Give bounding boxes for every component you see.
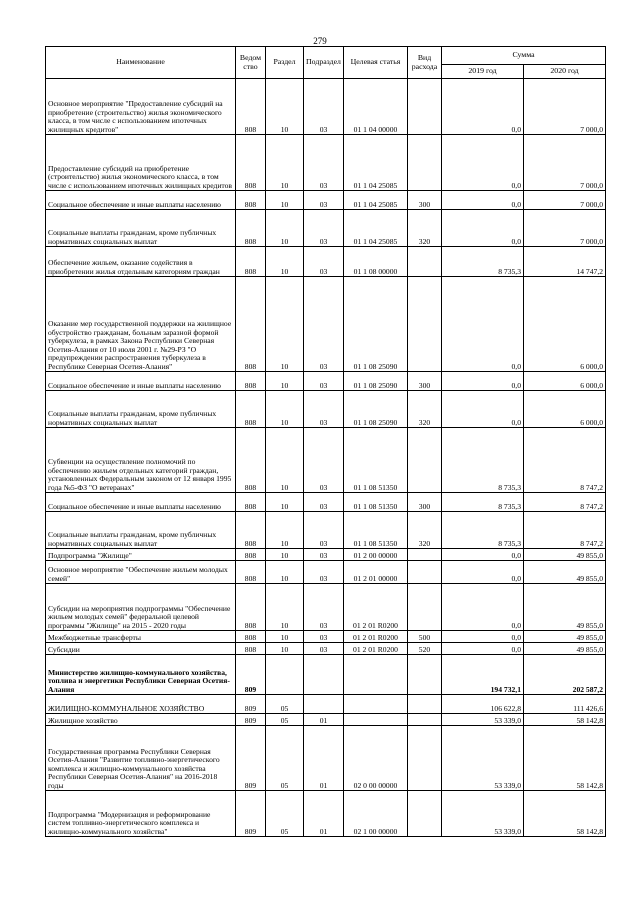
table-row: [46, 584, 606, 631]
cell-expense-type: 300: [408, 493, 442, 512]
cell-sum-2019: 0,0: [442, 135, 524, 191]
cell-ved: 808: [236, 191, 266, 210]
cell-sum-2019: 0,0: [442, 643, 524, 655]
cell-target-article: 01 1 08 51350: [344, 493, 408, 512]
table-row: [46, 191, 606, 210]
cell-sum-2020: 49 855,0: [524, 561, 606, 584]
cell-target-article: 02 0 00 00000: [344, 726, 408, 791]
cell-expense-type: [408, 714, 442, 726]
cell-sum-2020: 58 142,8: [524, 791, 606, 837]
cell-target-article: 01 1 08 51350: [344, 512, 408, 549]
cell-expense-type: [408, 726, 442, 791]
cell-sum-2020: 49 855,0: [524, 631, 606, 643]
cell-sum-2019: 53 339,0: [442, 714, 524, 726]
table-row: [46, 643, 606, 655]
cell-expense-type: 320: [408, 512, 442, 549]
cell-sum-2020: 14 747,2: [524, 247, 606, 277]
cell-name: Основное мероприятие "Обеспечение жильем молодых семей": [46, 561, 236, 584]
cell-razdel: 10: [266, 191, 304, 210]
cell-target-article: 02 1 00 00000: [344, 791, 408, 837]
table-row: [46, 135, 606, 191]
cell-razdel: 10: [266, 210, 304, 247]
table-row: [46, 493, 606, 512]
cell-podrazdel: 01: [304, 714, 344, 726]
table-row: [46, 391, 606, 428]
cell-podrazdel: 03: [304, 512, 344, 549]
cell-name: Социальные выплаты гражданам, кроме публичных нормативных социальных выплат: [46, 512, 236, 549]
cell-ved: 808: [236, 584, 266, 631]
cell-name: Социальное обеспечение и иные выплаты населению: [46, 191, 236, 210]
cell-ved: 808: [236, 549, 266, 561]
header-year-2020: 2020 год: [524, 65, 606, 79]
cell-sum-2019: 0,0: [442, 210, 524, 247]
cell-sum-2020: 49 855,0: [524, 643, 606, 655]
cell-sum-2019: 0,0: [442, 391, 524, 428]
cell-podrazdel: 03: [304, 79, 344, 135]
table-row: [46, 695, 606, 714]
cell-sum-2019: 8 735,3: [442, 247, 524, 277]
cell-name: Межбюджетные трансферты: [46, 631, 236, 643]
cell-sum-2019: 0,0: [442, 191, 524, 210]
cell-sum-2019: 53 339,0: [442, 791, 524, 837]
header-target-article: Целевая статья: [344, 47, 408, 79]
cell-sum-2019: 8 735,3: [442, 428, 524, 493]
table-row: [46, 247, 606, 277]
cell-sum-2019: 8 735,3: [442, 493, 524, 512]
header-year-2019: 2019 год: [442, 65, 524, 79]
cell-podrazdel: 03: [304, 428, 344, 493]
cell-expense-type: [408, 277, 442, 372]
header-razdel: Раздел: [266, 47, 304, 79]
cell-expense-type: [408, 549, 442, 561]
cell-razdel: 10: [266, 549, 304, 561]
table-row: [46, 79, 606, 135]
cell-target-article: 01 1 04 25085: [344, 210, 408, 247]
cell-sum-2019: 0,0: [442, 561, 524, 584]
cell-target-article: [344, 695, 408, 714]
cell-razdel: 05: [266, 714, 304, 726]
header-expense-type: Вид расхода: [408, 47, 442, 79]
cell-expense-type: 320: [408, 210, 442, 247]
cell-expense-type: [408, 584, 442, 631]
cell-name: Подпрограмма "Модернизация и реформирование систем топливно-энергетического комплекса и жилищно-коммунального хозяйства": [46, 791, 236, 837]
header-ved: Ведом ство: [236, 47, 266, 79]
cell-sum-2020: 8 747,2: [524, 512, 606, 549]
cell-name: Обеспечение жильем, оказание содействия в приобретении жилья отдельным категориям граждан: [46, 247, 236, 277]
cell-expense-type: [408, 791, 442, 837]
cell-podrazdel: 03: [304, 210, 344, 247]
cell-podrazdel: 03: [304, 493, 344, 512]
budget-table: [45, 46, 606, 837]
cell-razdel: [266, 655, 304, 695]
cell-sum-2020: 8 747,2: [524, 493, 606, 512]
cell-expense-type: 500: [408, 631, 442, 643]
cell-podrazdel: 03: [304, 191, 344, 210]
cell-sum-2020: 58 142,8: [524, 714, 606, 726]
cell-sum-2020: 6 000,0: [524, 372, 606, 391]
cell-sum-2020: 58 142,8: [524, 726, 606, 791]
cell-sum-2019: 0,0: [442, 372, 524, 391]
cell-name: Основное мероприятие "Предоставление субсидий на приобретение (строительство) жилья экономического класса, в том числе с использованием ипотечных жилищных кредитов": [46, 79, 236, 135]
table-row: [46, 210, 606, 247]
cell-sum-2019: 0,0: [442, 549, 524, 561]
cell-target-article: 01 2 01 R0200: [344, 584, 408, 631]
cell-sum-2020: 111 426,6: [524, 695, 606, 714]
cell-razdel: 10: [266, 277, 304, 372]
cell-ved: 809: [236, 791, 266, 837]
cell-sum-2020: 202 587,2: [524, 655, 606, 695]
page-number: 279: [313, 36, 327, 46]
cell-razdel: 10: [266, 631, 304, 643]
cell-podrazdel: 03: [304, 135, 344, 191]
cell-razdel: 10: [266, 135, 304, 191]
cell-razdel: 10: [266, 247, 304, 277]
cell-podrazdel: [304, 655, 344, 695]
cell-sum-2020: 6 000,0: [524, 277, 606, 372]
cell-razdel: 10: [266, 493, 304, 512]
header-name: Наименование: [46, 47, 236, 79]
cell-expense-type: 320: [408, 391, 442, 428]
cell-sum-2019: 194 732,1: [442, 655, 524, 695]
cell-sum-2019: 53 339,0: [442, 726, 524, 791]
header-podrazdel: Подраздел: [304, 47, 344, 79]
cell-expense-type: [408, 655, 442, 695]
cell-target-article: 01 1 08 25090: [344, 277, 408, 372]
cell-name: Субвенции на осуществление полномочий по обеспечению жильем отдельных категорий граждан, установленных Федеральным законом от 12 января 1995 года №5-ФЗ "О ветеранах": [46, 428, 236, 493]
cell-ved: 809: [236, 695, 266, 714]
cell-sum-2019: 106 622,8: [442, 695, 524, 714]
cell-target-article: [344, 714, 408, 726]
cell-podrazdel: 03: [304, 643, 344, 655]
cell-razdel: 10: [266, 584, 304, 631]
cell-sum-2019: 8 735,3: [442, 512, 524, 549]
cell-ved: 808: [236, 512, 266, 549]
cell-target-article: 01 1 08 51350: [344, 428, 408, 493]
cell-ved: 808: [236, 210, 266, 247]
table-row: [46, 277, 606, 372]
table-row: [46, 631, 606, 643]
cell-sum-2020: 49 855,0: [524, 549, 606, 561]
cell-expense-type: [408, 428, 442, 493]
table-row: [46, 512, 606, 549]
cell-target-article: 01 1 08 25090: [344, 372, 408, 391]
cell-sum-2020: 7 000,0: [524, 191, 606, 210]
table-row: [46, 372, 606, 391]
cell-podrazdel: 03: [304, 549, 344, 561]
cell-target-article: 01 2 01 R0200: [344, 643, 408, 655]
cell-name: Социальные выплаты гражданам, кроме публичных нормативных социальных выплат: [46, 391, 236, 428]
cell-ved: 808: [236, 493, 266, 512]
cell-podrazdel: [304, 695, 344, 714]
cell-ved: 808: [236, 643, 266, 655]
table-row: [46, 655, 606, 695]
cell-ved: 808: [236, 79, 266, 135]
cell-target-article: 01 1 08 00000: [344, 247, 408, 277]
cell-sum-2019: 0,0: [442, 631, 524, 643]
cell-ved: 808: [236, 135, 266, 191]
cell-podrazdel: 03: [304, 277, 344, 372]
cell-name: Подпрограмма "Жилище": [46, 549, 236, 561]
cell-ved: 809: [236, 714, 266, 726]
cell-podrazdel: 03: [304, 372, 344, 391]
cell-ved: 808: [236, 428, 266, 493]
cell-sum-2019: 0,0: [442, 277, 524, 372]
cell-name: Субсидии: [46, 643, 236, 655]
cell-razdel: 10: [266, 561, 304, 584]
cell-podrazdel: 01: [304, 791, 344, 837]
cell-sum-2020: 7 000,0: [524, 79, 606, 135]
table-row: [46, 726, 606, 791]
cell-target-article: 01 2 01 00000: [344, 561, 408, 584]
cell-sum-2019: 0,0: [442, 584, 524, 631]
cell-podrazdel: 03: [304, 391, 344, 428]
cell-name: ЖИЛИЩНО-КОММУНАЛЬНОЕ ХОЗЯЙСТВО: [46, 695, 236, 714]
cell-ved: 808: [236, 247, 266, 277]
table-body: [46, 79, 606, 837]
cell-expense-type: [408, 561, 442, 584]
cell-sum-2020: 8 747,2: [524, 428, 606, 493]
cell-name: Государственная программа Республики Северная Осетия-Алания "Развитие топливно-энергетического комплекса и жилищно-коммунального хозяйства Республики Северная Осетия-Алания" на 2016-2018 годы: [46, 726, 236, 791]
cell-target-article: 01 2 00 00000: [344, 549, 408, 561]
cell-sum-2019: 0,0: [442, 79, 524, 135]
cell-podrazdel: 03: [304, 247, 344, 277]
cell-name: Предоставление субсидий на приобретение (строительство) жилья экономического класса, в том числе с использованием ипотечных жилищных кредитов: [46, 135, 236, 191]
cell-razdel: 10: [266, 79, 304, 135]
table-row: [46, 561, 606, 584]
cell-target-article: 01 1 08 25090: [344, 391, 408, 428]
cell-target-article: 01 2 01 R0200: [344, 631, 408, 643]
cell-sum-2020: 49 855,0: [524, 584, 606, 631]
cell-ved: 808: [236, 372, 266, 391]
cell-name: Оказание мер государственной поддержки на жилищное обустройство гражданам, больным заразной формой туберкулеза, в рамках Закона Республики Северная Осетия-Алания от 10 июля 2001 г. №29-РЗ "О предупреждении распространения туберкулеза в Республике Северная Осетия-Алания": [46, 277, 236, 372]
cell-target-article: [344, 655, 408, 695]
cell-expense-type: 520: [408, 643, 442, 655]
cell-razdel: 05: [266, 726, 304, 791]
cell-name: Субсидии на мероприятия подпрограммы "Обеспечение жильем молодых семей" федеральной целевой программы "Жилище" на 2015 - 2020 годы: [46, 584, 236, 631]
cell-expense-type: [408, 695, 442, 714]
cell-name: Социальное обеспечение и иные выплаты населению: [46, 493, 236, 512]
cell-razdel: 10: [266, 372, 304, 391]
cell-ved: 808: [236, 391, 266, 428]
cell-name: Министерство жилищно-коммунального хозяйства, топлива и энергетики Республики Северная Осетия-Алания: [46, 655, 236, 695]
cell-podrazdel: 03: [304, 631, 344, 643]
cell-name: Социальные выплаты гражданам, кроме публичных нормативных социальных выплат: [46, 210, 236, 247]
table-row: [46, 549, 606, 561]
table-row: [46, 791, 606, 837]
cell-name: Жилищное хозяйство: [46, 714, 236, 726]
cell-sum-2020: 6 000,0: [524, 391, 606, 428]
cell-expense-type: 300: [408, 372, 442, 391]
cell-target-article: 01 1 04 25085: [344, 135, 408, 191]
header-sum: Сумма: [442, 47, 606, 65]
cell-ved: 809: [236, 655, 266, 695]
cell-expense-type: 300: [408, 191, 442, 210]
cell-podrazdel: 01: [304, 726, 344, 791]
table-row: [46, 714, 606, 726]
cell-razdel: 05: [266, 695, 304, 714]
cell-sum-2020: 7 000,0: [524, 210, 606, 247]
cell-expense-type: [408, 135, 442, 191]
cell-razdel: 10: [266, 643, 304, 655]
cell-podrazdel: 03: [304, 584, 344, 631]
cell-razdel: 10: [266, 512, 304, 549]
cell-podrazdel: 03: [304, 561, 344, 584]
cell-ved: 809: [236, 726, 266, 791]
cell-expense-type: [408, 79, 442, 135]
cell-razdel: 10: [266, 391, 304, 428]
cell-razdel: 10: [266, 428, 304, 493]
table-row: [46, 428, 606, 493]
cell-name: Социальное обеспечение и иные выплаты населению: [46, 372, 236, 391]
cell-ved: 808: [236, 277, 266, 372]
cell-sum-2020: 7 000,0: [524, 135, 606, 191]
cell-ved: 808: [236, 561, 266, 584]
cell-expense-type: [408, 247, 442, 277]
cell-target-article: 01 1 04 00000: [344, 79, 408, 135]
cell-razdel: 05: [266, 791, 304, 837]
cell-ved: 808: [236, 631, 266, 643]
cell-target-article: 01 1 04 25085: [344, 191, 408, 210]
